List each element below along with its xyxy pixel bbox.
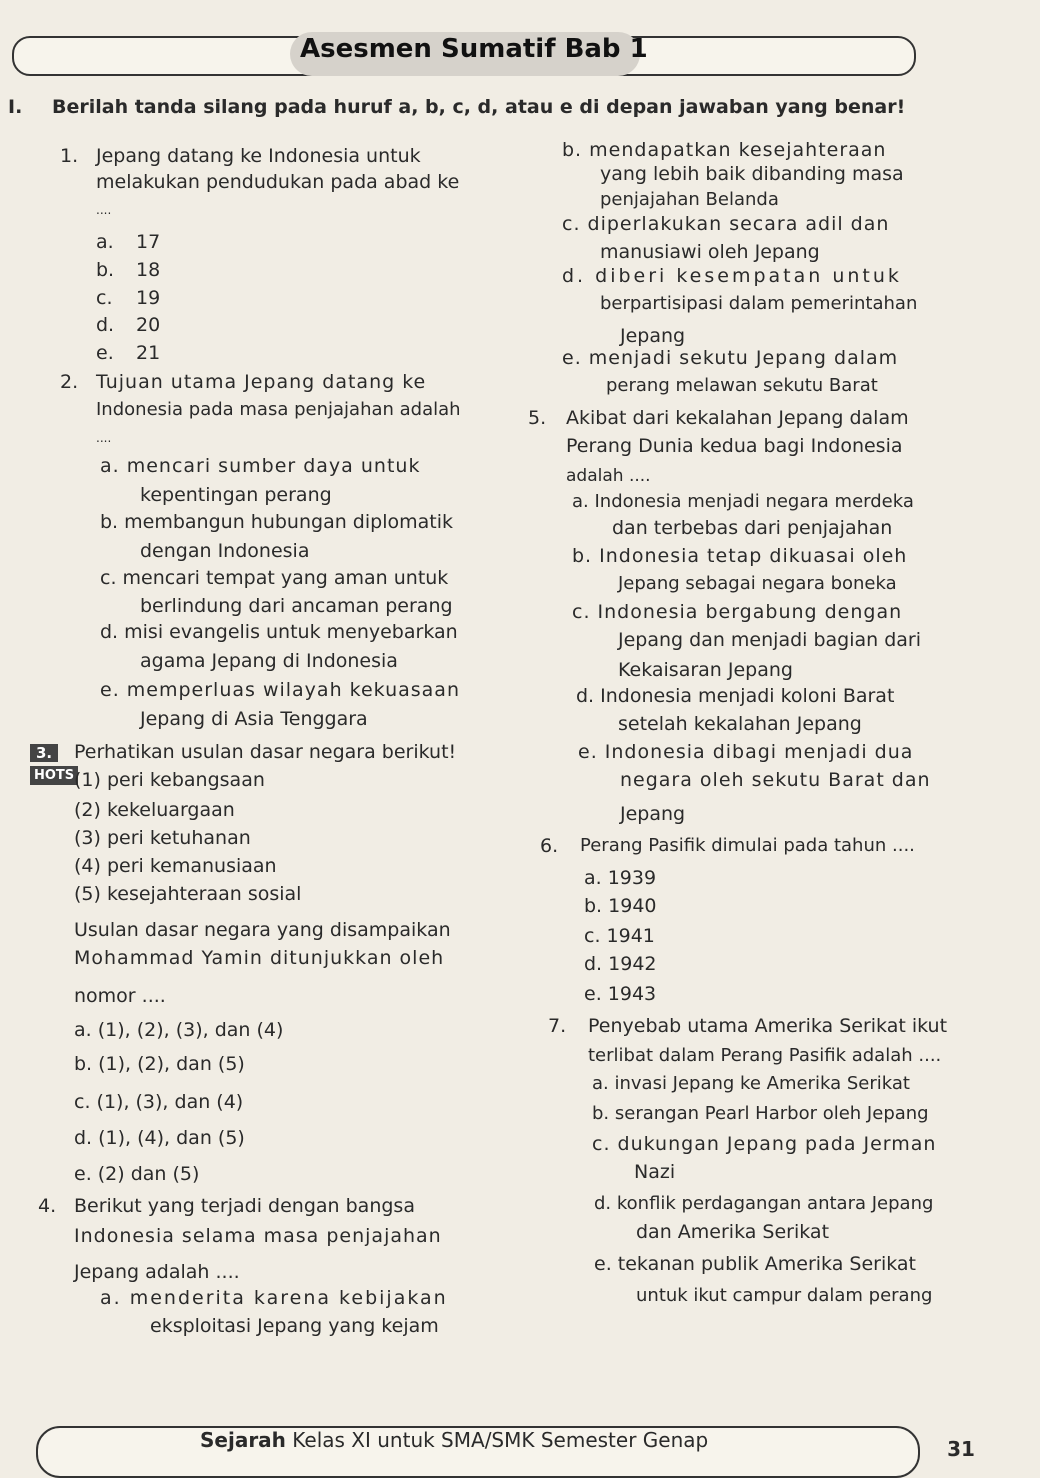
q2-opt-c[interactable]: c. mencari tempat yang aman untuk [100,567,449,589]
q3-stem-1: Usulan dasar negara yang disampaikan [74,919,451,941]
q4-opt-d[interactable]: d. diberi kesempatan untuk [562,265,902,287]
page-number: 31 [947,1437,975,1461]
q7-opt-a[interactable]: a. invasi Jepang ke Amerika Serikat [592,1073,910,1094]
q1-opt-a: 17 [136,231,161,253]
q6-opt-a[interactable]: a. 1939 [584,867,657,889]
q5-opt-e[interactable]: e. Indonesia dibagi menjadi dua [578,741,914,763]
q5-opt-e-cont1: negara oleh sekutu Barat dan [620,769,931,791]
q7-opt-e-cont: untuk ikut campur dalam perang [636,1285,933,1306]
footer-title [200,1428,708,1452]
q7-opt-c[interactable]: c. dukungan Jepang pada Jerman [592,1133,937,1155]
q4-opt-b-cont1: yang lebih baik dibanding masa [600,163,904,185]
q4-opt-a[interactable]: a. menderita karena kebijakan [100,1287,448,1309]
q6-opt-b[interactable]: b. 1940 [584,895,657,917]
q4-opt-b-cont2: penjajahan Belanda [600,189,779,210]
q6-opt-e[interactable]: e. 1943 [584,983,657,1005]
q3-item-1: (1) peri kebangsaan [74,769,265,791]
q3-stem-3: nomor .... [74,985,166,1007]
q2-opt-c-cont: berlindung dari ancaman perang [140,595,453,617]
q5-opt-d-cont: setelah kekalahan Jepang [618,713,862,735]
q5-line1: Akibat dari kekalahan Jepang dalam [566,407,909,429]
q6-number: 6. [540,835,559,857]
q3-item-4: (4) peri kemanusiaan [74,855,277,877]
q3-opt-a[interactable]: a. (1), (2), (3), dan (4) [74,1019,284,1041]
q3-opt-c[interactable]: c. (1), (3), dan (4) [74,1091,244,1113]
q5-line3: adalah .... [566,466,651,486]
q3-item-2: (2) kekeluargaan [74,799,235,821]
q7-opt-d-cont: dan Amerika Serikat [636,1221,830,1243]
q4-line1: Berikut yang terjadi dengan bangsa [74,1195,415,1217]
q1-line2: melakukan pendudukan pada abad ke [96,171,460,193]
q7-opt-c-cont: Nazi [634,1161,676,1183]
q3-number: 3. [30,744,58,762]
q1-opt-b: 18 [136,259,161,281]
q2-line3: .... [96,431,112,445]
q1-line3: .... [96,203,112,217]
q4-number: 4. [38,1195,57,1217]
q2-opt-d-cont: agama Jepang di Indonesia [140,650,398,672]
footer-text: Kelas XI untuk SMA/SMK Semester Genap [285,1428,709,1452]
q7-line1: Penyebab utama Amerika Serikat ikut [588,1015,948,1037]
q1-opt-d: 20 [136,314,161,336]
q3-line1: Perhatikan usulan dasar negara berikut! [74,741,457,763]
q7-line2: terlibat dalam Perang Pasifik adalah .... [588,1045,942,1066]
q5-opt-a-cont: dan terbebas dari penjajahan [612,517,893,539]
q5-opt-b-cont: Jepang sebagai negara boneka [618,573,897,594]
q2-number: 2. [60,371,79,393]
q6-opt-c[interactable]: c. 1941 [584,925,655,947]
q4-opt-c[interactable]: c. diperlakukan secara adil dan [562,213,890,235]
q4-opt-e-cont: perang melawan sekutu Barat [606,375,878,396]
q4-opt-d-cont1: berpartisipasi dalam pemerintahan [600,293,918,314]
q4-line2: Indonesia selama masa penjajahan [74,1225,442,1247]
q4-opt-d-cont2: Jepang [620,325,686,347]
q5-opt-d[interactable]: d. Indonesia menjadi koloni Barat [576,685,895,707]
q3-opt-b[interactable]: b. (1), (2), dan (5) [74,1053,245,1075]
section-number: I. [8,96,23,118]
q7-opt-e[interactable]: e. tekanan publik Amerika Serikat [594,1253,916,1275]
q4-opt-e[interactable]: e. menjadi sekutu Jepang dalam [562,347,899,369]
page-title: Asesmen Sumatif Bab 1 [300,34,648,64]
q7-opt-b[interactable]: b. serangan Pearl Harbor oleh Jepang [592,1103,929,1124]
q6-line1: Perang Pasifik dimulai pada tahun .... [580,835,915,856]
q7-opt-d[interactable]: d. konflik perdagangan antara Jepang [594,1193,934,1214]
q3-stem-2: Mohammad Yamin ditunjukkan oleh [74,947,445,969]
q5-opt-a[interactable]: a. Indonesia menjadi negara merdeka [572,491,914,512]
q1-opt-e-letter[interactable]: e. [96,342,114,364]
section-instruction: Berilah tanda silang pada huruf a, b, c, d, atau e di depan jawaban yang benar! [52,96,906,118]
q5-number: 5. [528,407,547,429]
q5-opt-c-cont2: Kekaisaran Jepang [618,659,793,681]
q3-item-3: (3) peri ketuhanan [74,827,251,849]
q1-opt-c: 19 [136,287,161,309]
q3-opt-e[interactable]: e. (2) dan (5) [74,1163,200,1185]
q3-item-5: (5) kesejahteraan sosial [74,883,302,905]
q1-line1: Jepang datang ke Indonesia untuk [96,145,421,167]
q5-opt-e-cont2: Jepang [620,803,686,825]
q7-number: 7. [548,1015,567,1037]
q6-opt-d[interactable]: d. 1942 [584,953,657,975]
footer-subject: Sejarah [200,1428,286,1452]
q5-opt-c-cont1: Jepang dan menjadi bagian dari [618,629,922,651]
q2-line1: Tujuan utama Jepang datang ke [96,371,427,393]
q4-opt-c-cont: manusiawi oleh Jepang [600,241,820,263]
q1-opt-c-letter[interactable]: c. [96,287,113,309]
hots-badge: HOTS [30,766,78,785]
q4-opt-a-cont: eksploitasi Jepang yang kejam [150,1315,439,1337]
q4-opt-b[interactable]: b. mendapatkan kesejahteraan [562,139,887,161]
q1-opt-a-letter[interactable]: a. [96,231,114,253]
q3-opt-d[interactable]: d. (1), (4), dan (5) [74,1127,245,1149]
q2-opt-a-cont: kepentingan perang [140,484,332,506]
q1-number: 1. [60,145,79,167]
q2-opt-d[interactable]: d. misi evangelis untuk menyebarkan [100,621,458,643]
q2-opt-e[interactable]: e. memperluas wilayah kekuasaan [100,679,460,701]
q2-line2: Indonesia pada masa penjajahan adalah [96,399,461,420]
q1-opt-b-letter[interactable]: b. [96,259,115,281]
q5-opt-c[interactable]: c. Indonesia bergabung dengan [572,601,903,623]
q2-opt-b[interactable]: b. membangun hubungan diplomatik [100,511,453,533]
q5-line2: Perang Dunia kedua bagi Indonesia [566,435,903,457]
q4-line3: Jepang adalah .... [74,1261,240,1283]
q2-opt-b-cont: dengan Indonesia [140,540,310,562]
q2-opt-a[interactable]: a. mencari sumber daya untuk [100,455,421,477]
q2-opt-e-cont: Jepang di Asia Tenggara [140,708,368,730]
q1-opt-e: 21 [136,342,161,364]
q5-opt-b[interactable]: b. Indonesia tetap dikuasai oleh [572,545,908,567]
q1-opt-d-letter[interactable]: d. [96,314,115,336]
